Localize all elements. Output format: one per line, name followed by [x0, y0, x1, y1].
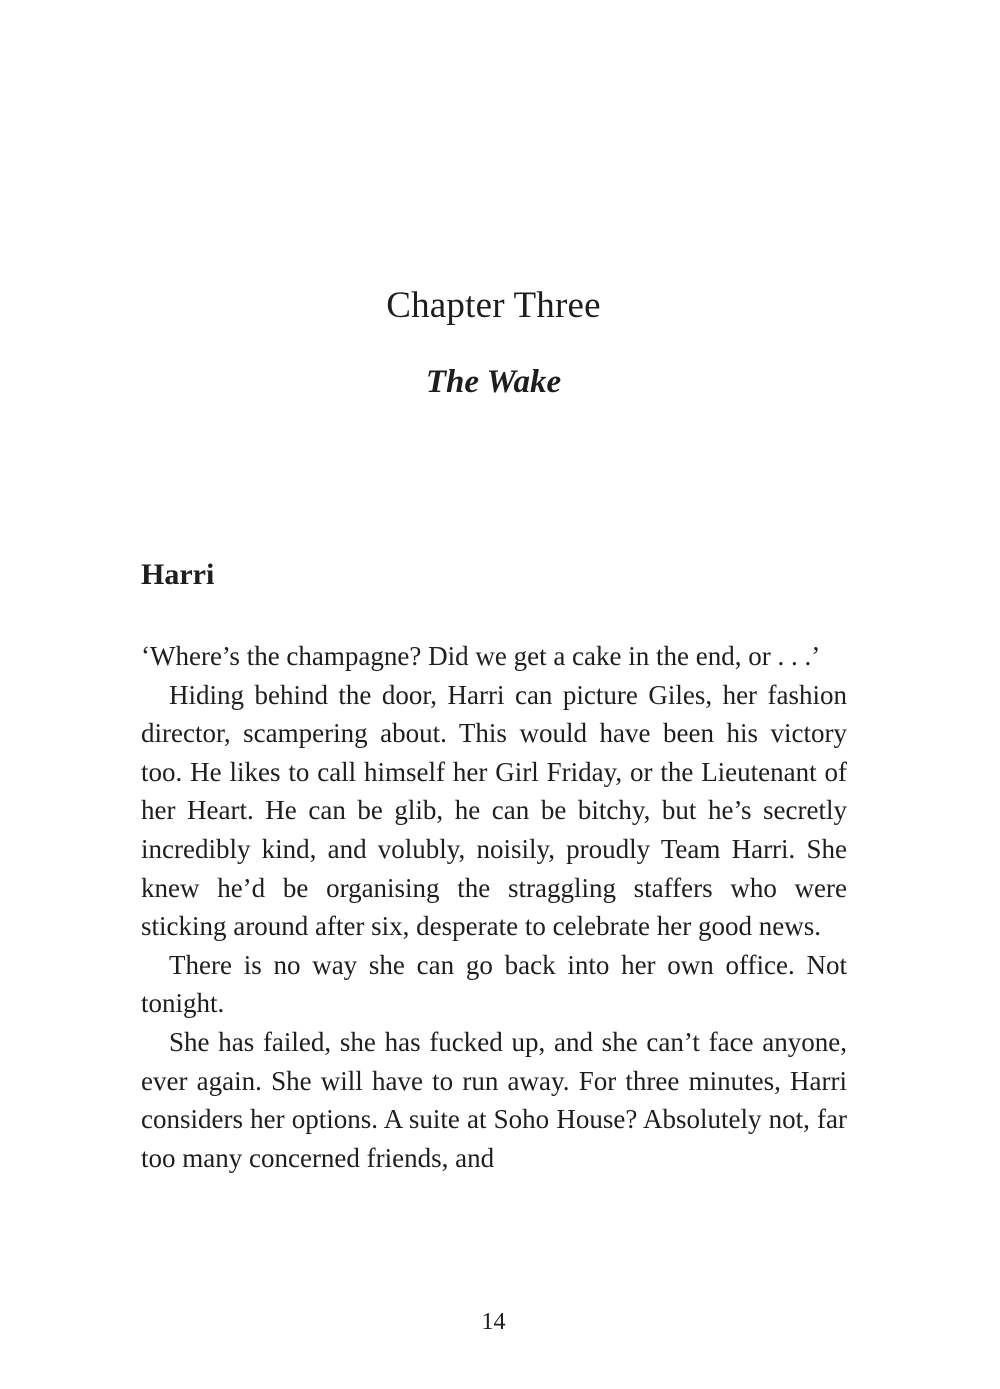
section-heading: Harri	[141, 558, 215, 591]
chapter-subtitle: The Wake	[425, 364, 562, 400]
paragraph: She has failed, she has fucked up, and she can’t face anyone, ever again. She will have to run away. For three minutes, Harri considers her options. A suite at Soho House? Absolutely not, far too many concerned friends, and	[141, 1026, 847, 1173]
paragraph: ‘Where’s the champagne? Did we get a cake in the end, or . . .’	[141, 641, 821, 671]
body-text	[141, 637, 847, 1177]
chapter-title: Chapter Three	[386, 285, 601, 326]
page-number: 14	[481, 1309, 506, 1335]
paragraph: Hiding behind the door, Harri can picture Giles, her fashion director, scampering about. This would have been his victory too. He likes to call himself her Girl Friday, or the Lieutenant of her Heart. He can be glib, he can be bitchy, but he’s secretly incredibly kind, and volubly, noisily, proudly Team Harri. She knew he’d be organising the straggling staffers who were sticking around after six, desperate to celebrate her good news.	[141, 679, 847, 942]
paragraph: There is no way she can go back into her own office. Not tonight.	[141, 949, 847, 1019]
